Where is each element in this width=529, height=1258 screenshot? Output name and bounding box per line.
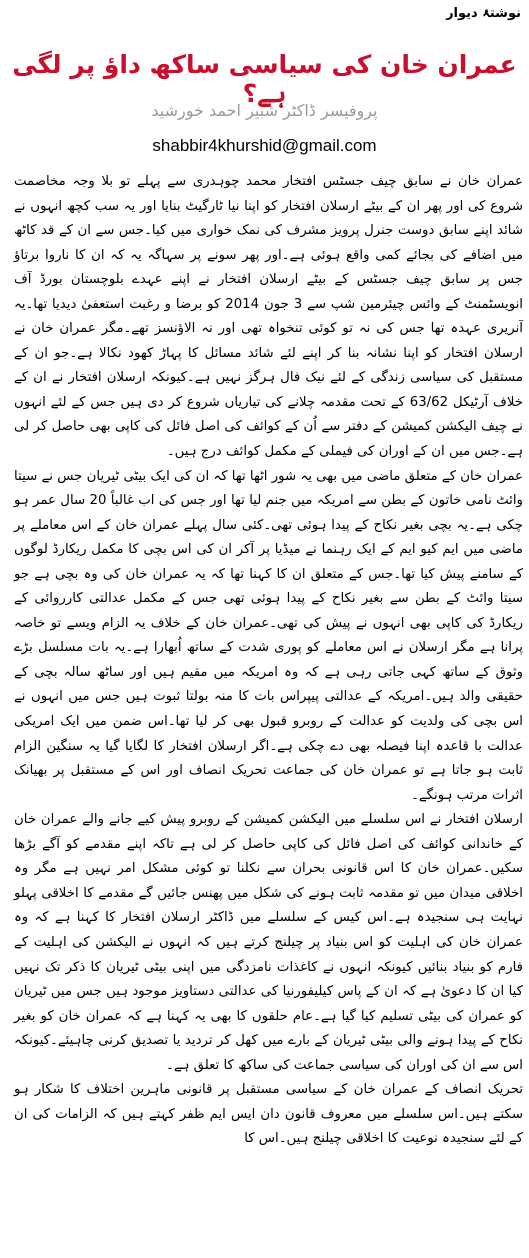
column-name: نوشتۂ دیوار	[446, 6, 521, 21]
article-body	[14, 170, 523, 1258]
author-email: shabbir4khurshid@gmail.com	[152, 136, 377, 155]
article-paragraph: عمران خان نے سابق چیف جسٹس افتخار محمد چوہدری سے پہلے تو بلا وجہ مخاصمت شروع کی اور پھر ان کے بیٹے ارسلان افتخار کو اپنا نیا ٹارگیٹ بنایا اور یہ سب کچھ انہوں نے شائد اپنے سابق دوست جنرل پرویز مشرف کی نمک خواری میں کیا۔جس سے ان کے قد کاٹھ میں اضافے کی بجائے کمی واقع ہوئی ہے۔اور پھر سونے پر سہاگہ یہ کہ ان کا ناروا برتاؤ جس پر سابق چیف جسٹس کے بیٹے ارسلان افتخار نے اپنے عہدے بلوچستان بورڈ آف انویسٹمنٹ کے وائس چیئرمین شپ سے 3 جون 2014 کو برضا و رغبت استعفیٰ دیدیا تھا۔یہ آنریری عہدہ تھا جس کی نہ تو کوئی تنخواہ تھی اور نہ الاؤنسز تھے۔مگر عمران خان نے ارسلان افتخار کو اپنا نشانہ بنا کر اپنے لئے شائد مسائل کا پہاڑ کھود نکالا ہے۔جو ان کے مستقبل کی سیاسی زندگی کے لئے نیک فال ہرگز نہیں ہے۔کیونکہ ارسلان افتخار نے ان کے خلاف آرٹیکل 63/62 کے تحت مقدمہ چلانے کی تیاریاں شروع کر دی ہیں جس کے لئے انہوں نے چیف الیکشن کمیشن کے دفتر سے اُن کے کوائف کی اصل فائل کی کاپی بھی حاصل کر لی ہے۔جس میں ان کے اوران کی فیملی کے مکمل کوائف درج ہیں۔	[14, 174, 524, 460]
article-headline: عمران خان کی سیاسی ساکھ داؤ پر لگی ہے؟	[12, 50, 517, 108]
article-paragraph: تحریک انصاف کے عمران خان کے سیاسی مستقبل پر قانونی ماہرین اختلاف کا شکار ہو سکتے ہیں۔اس سلسلے میں معروف قانون دان ایس ایم ظفر کہتے ہیں کہ الزامات کی ان کے لئے سنجیدہ نوعیت کا اخلاقی چیلنج ہیں۔اس کا	[14, 1082, 523, 1147]
article-paragraph: عمران خان کے متعلق ماضی میں بھی یہ شور اٹھا تھا کہ ان کی ایک بیٹی ٹیریان جس نے سیتا وائٹ نامی خاتون کے بطن سے امریکہ میں جنم لیا تھا اور جس کی اب غالباً 20 سال عمر ہو چکی ہے۔یہ بچی بغیر نکاح کے پیدا ہوئی تھی۔کئی سال پہلے عمران خان کے اس معاملے پر ماضی میں ایم کیو ایم کے ایک رہنما نے میڈیا پر آکر ان کی اس بچی کا مکمل ریکارڈ لوگوں کے سامنے پیش کیا تھا۔جس کے متعلق ان کا کہنا تھا کہ یہ عمران خان کی وہ بچی ہے جو سیتا وائٹ کے بطن سے بغیر نکاح کے پیدا ہوئی تھی جس کے مکمل عدالتی کارروائی کے ریکارڈ کی کاپی بھی انہوں نے پیش کی تھی۔عمران خان کے خلاف یہ الزام ویسے تو خاصہ پرانا ہے مگر ارسلان نے اس معاملے کو پوری شدت کے ساتھ اُبھارا ہے۔یہ بات مسلسل بڑے وثوق کے ساتھ کہی جاتی رہی ہے کہ وہ امریکہ میں مقیم ہیں اور ساٹھ سالہ بچی کے حقیقی والد ہیں۔امریکہ کے عدالتی پیپراس بات کا منہ بولتا ثبوت ہیں جس میں انہوں نے اس بچی کی ولدیت کو عدالت کے روبرو قبول بھی کر لیا تھا۔اس ضمن میں ایک امریکی عدالت با قاعدہ اپنا فیصلہ بھی دے چکی ہے۔اگر ارسلان افتخار کا لگایا گیا یہ سنگین الزام ثابت ہو جاتا ہے تو عمران خان کی جماعت تحریک انصاف اور اس کے مستقبل پر بھیانک اثرات مرتب ہونگے۔	[14, 468, 523, 803]
author-byline: پروفیسر ڈاکٹر شبیر احمد خورشید	[151, 101, 378, 120]
article-paragraph: ارسلان افتخار نے اس سلسلے میں الیکشن کمیشن کے روبرو پیش کیے جانے والے عمران خان کے خاندانی کوائف کی اصل فائل کی کاپی حاصل کر لی ہے تاکہ اپنے مقدمے کو آگے بڑھا سکیں۔عمران خان کا اس قانونی بحران سے نکلنا تو کوئی مشکل امر نہیں ہے مگر وہ اخلاقی میدان میں تو مقدمہ ثابت ہونے کی شکل میں پھنس جائیں گے مقدمے کا اخلاقی پہلو نہایت ہی سنجیدہ ہے۔اس کیس کے سلسلے میں ڈاکٹر ارسلان افتخار کا کہنا ہے کہ وہ عمران خان کی اہلیت کو اس بنیاد پر چیلنج کرتے ہیں کہ انہوں نے الیکشن کی اہلیت کے فارم کو بنیاد بنائیں کیونکہ انہوں نے کاغذات نامزدگی میں اپنی بیٹی ٹیریان کا ذکر تک نہیں کیا ان کا دعویٰ ہے کہ ان کے پاس کیلیفورنیا کی عدالتی دستاویز موجود ہیں جس میں ٹیریان کو عمران کی بیٹی تسلیم کیا گیا ہے۔عام حلقوں کا بھی یہ کہنا ہے کہ عمران خان کو بغیر نکاح کے پیدا ہونے والی بیٹی ٹیریان کے بارے میں کھل کر تردید یا تصدیق کرنی چاہیئے۔کیونکہ اس سے ان کی اوران کی سیاسی جماعت کی ساکھ کا تعلق ہے۔	[14, 812, 523, 1073]
